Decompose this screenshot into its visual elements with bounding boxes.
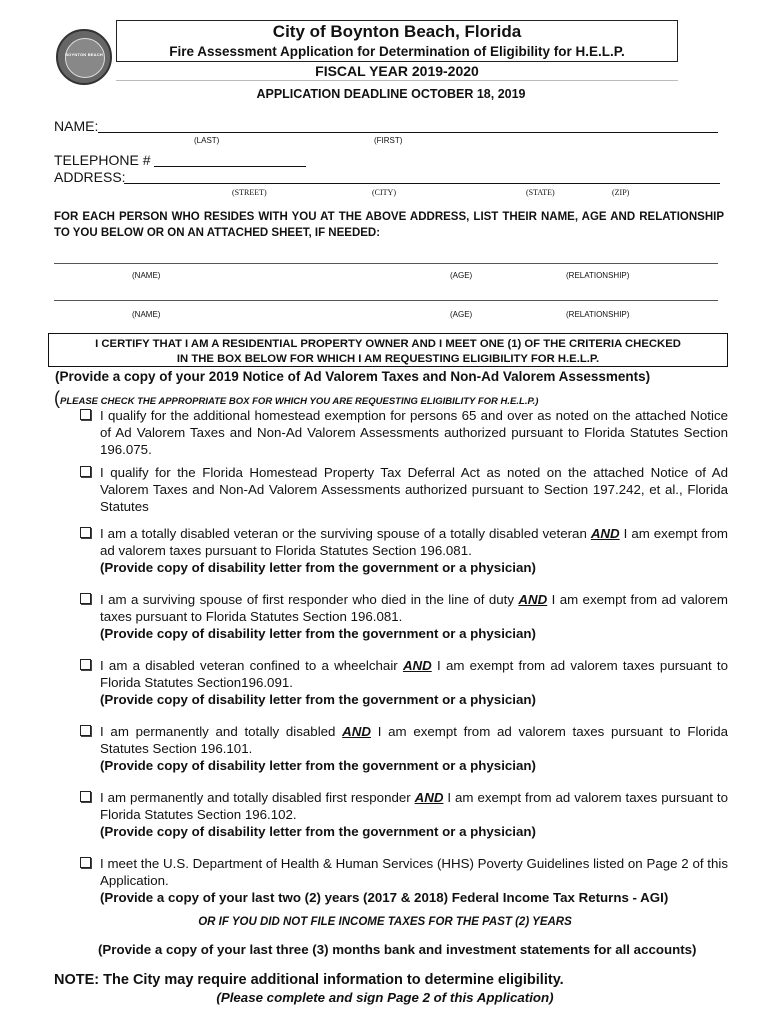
- criteria-note: (Provide copy of disability letter from the government or a physician): [100, 758, 536, 773]
- criteria-text: [100, 789, 728, 823]
- zip-caption: (ZIP): [612, 188, 630, 197]
- criteria-text-main: I qualify for the Florida Homestead Property Tax Deferral Act as noted on the attached Notice of Ad Valorem Taxes and Non-Ad Valorem Assessments authorized pursuant to Section 197.242, et al., Florida Statutes: [100, 465, 728, 514]
- certify-box: [48, 333, 728, 367]
- criteria-text: [100, 723, 728, 757]
- additional-info-note: NOTE: The City may require additional information to determine eligibility.: [54, 972, 564, 988]
- telephone-label: TELEPHONE #: [54, 152, 151, 168]
- household-row-1-name-caption: (NAME): [132, 271, 161, 280]
- criteria-note: (Provide copy of disability letter from the government or a physician): [100, 560, 536, 575]
- page-title: City of Boynton Beach, Florida: [272, 22, 522, 41]
- last-name-caption: (LAST): [194, 136, 220, 145]
- household-row-1-line[interactable]: [54, 263, 718, 264]
- checkbox-permanently-disabled[interactable]: [80, 725, 91, 736]
- please-check-text: PLEASE CHECK THE APPROPRIATE BOX FOR WHICH YOU ARE REQUESTING ELIGIBILITY FOR H.E.L.P.): [60, 396, 539, 407]
- checkbox-disabled-first-responder[interactable]: [80, 791, 91, 802]
- checkbox-tax-deferral[interactable]: [80, 466, 91, 477]
- criteria-item-wheelchair-veteran: [80, 657, 728, 708]
- household-row-1-relationship-caption: (RELATIONSHIP): [566, 271, 630, 280]
- checkbox-poverty-guidelines[interactable]: [80, 857, 91, 868]
- criteria-text-rest: I am exempt from ad valorem taxes pursuant to Florida Statutes Section 196.081.: [100, 526, 728, 558]
- criteria-item-disabled-veteran: [80, 525, 728, 576]
- name-label: NAME:: [54, 118, 99, 134]
- page-subtitle: Fire Assessment Application for Determination of Eligibility for H.E.L.P.: [169, 44, 625, 59]
- criteria-item-poverty-guidelines: [80, 855, 728, 906]
- criteria-text-rest: I am exempt from ad valorem taxes pursuant to Florida Statutes Section 196.081.: [100, 592, 728, 624]
- state-caption: (STATE): [526, 188, 555, 197]
- please-open-paren: (: [54, 388, 60, 408]
- household-row-2-name-caption: (NAME): [132, 310, 161, 319]
- criteria-item-tax-deferral: [80, 464, 728, 515]
- household-row-2-relationship-caption: (RELATIONSHIP): [566, 310, 630, 319]
- household-row-1-age-caption: (AGE): [450, 271, 473, 280]
- household-instructions: FOR EACH PERSON WHO RESIDES WITH YOU AT THE ABOVE ADDRESS, LIST THEIR NAME, AGE AND RELATIONSHIP TO YOU BELOW OR ON AN ATTACHED SHEET, IF NEEDED:: [54, 211, 724, 239]
- bank-statements-instruction: (Provide a copy of your last three (3) months bank and investment statements for all accounts): [98, 942, 697, 957]
- criteria-item-permanently-disabled: [80, 723, 728, 774]
- criteria-text-rest: I am exempt from ad valorem taxes pursuant to Florida Statutes Section196.091.: [100, 658, 729, 690]
- checkbox-homestead-65[interactable]: [80, 409, 91, 420]
- criteria-text: [100, 464, 728, 515]
- criteria-note: (Provide copy of disability letter from the government or a physician): [100, 692, 536, 707]
- name-field[interactable]: [98, 118, 718, 133]
- criteria-text-main: I am permanently and totally disabled: [100, 724, 343, 739]
- city-caption: (CITY): [372, 188, 396, 197]
- please-check-instruction: [54, 388, 538, 409]
- criteria-text: [100, 407, 728, 458]
- fiscal-year: FISCAL YEAR 2019-2020: [315, 63, 479, 79]
- criteria-text-main: I am permanently and totally disabled first responder: [100, 790, 415, 805]
- household-row-2-age-caption: (AGE): [450, 310, 473, 319]
- household-row-2-line[interactable]: [54, 300, 718, 301]
- and-emphasis: AND: [414, 790, 444, 805]
- criteria-text-main: I am a totally disabled veteran or the surviving spouse of a totally disabled veteran: [100, 526, 591, 541]
- criteria-item-disabled-first-responder: [80, 789, 728, 840]
- telephone-field[interactable]: [154, 152, 306, 167]
- header-divider: [116, 80, 678, 81]
- criteria-item-first-responder-spouse: [80, 591, 728, 642]
- criteria-note: (Provide a copy of your last two (2) years (2017 & 2018) Federal Income Tax Returns - AGI): [100, 890, 669, 905]
- checkbox-first-responder-spouse[interactable]: [80, 593, 91, 604]
- criteria-text: [100, 591, 728, 625]
- certify-line-1: I CERTIFY THAT I AM A RESIDENTIAL PROPERTY OWNER AND I MEET ONE (1) OF THE CRITERIA CHECKED: [95, 338, 681, 350]
- or-no-tax-filing-line: OR IF YOU DID NOT FILE INCOME TAXES FOR THE PAST (2) YEARS: [198, 916, 572, 928]
- criteria-text-rest: I am exempt from ad valorem taxes pursuant to Florida Statutes Section 196.102.: [100, 790, 729, 822]
- criteria-text: [100, 525, 728, 559]
- sign-page-2-instruction: (Please complete and sign Page 2 of this Application): [216, 990, 554, 1005]
- seal-text: BOYNTON BEACH: [65, 52, 103, 57]
- and-emphasis: AND: [402, 658, 432, 673]
- certify-line-2: IN THE BOX BELOW FOR WHICH I AM REQUESTING ELIGIBILITY FOR H.E.L.P.: [176, 353, 600, 365]
- and-emphasis: AND: [518, 592, 548, 607]
- application-deadline: APPLICATION DEADLINE OCTOBER 18, 2019: [256, 87, 526, 101]
- checkbox-wheelchair-veteran[interactable]: [80, 659, 91, 670]
- criteria-text: [100, 657, 728, 691]
- and-emphasis: AND: [590, 526, 620, 541]
- criteria-text-main: I am a disabled veteran confined to a wheelchair: [100, 658, 403, 673]
- seal-inner-ring: [65, 38, 105, 78]
- provide-copy-notice: (Provide a copy of your 2019 Notice of Ad Valorem Taxes and Non-Ad Valorem Assessments): [55, 369, 651, 384]
- city-seal-logo: [56, 29, 112, 85]
- criteria-text-main: I meet the U.S. Department of Health & Human Services (HHS) Poverty Guidelines listed on Page 2 of this Application.: [100, 856, 728, 888]
- criteria-text-main: I am a surviving spouse of first responder who died in the line of duty: [100, 592, 519, 607]
- address-field[interactable]: [124, 169, 720, 184]
- criteria-item-homestead-65: [80, 407, 728, 458]
- criteria-note: (Provide copy of disability letter from the government or a physician): [100, 824, 536, 839]
- criteria-text: [100, 855, 728, 889]
- criteria-text-main: I qualify for the additional homestead exemption for persons 65 and over as noted on the attached Notice of Ad Valorem Taxes and Non-Ad Valorem Assessments authorized pursuant to Florida Statutes Section 196.075.: [100, 408, 728, 457]
- criteria-text-rest: I am exempt from ad valorem taxes pursuant to Florida Statutes Section 196.101.: [100, 724, 728, 756]
- first-name-caption: (FIRST): [374, 136, 403, 145]
- and-emphasis: AND: [342, 724, 371, 739]
- criteria-note: (Provide copy of disability letter from the government or a physician): [100, 626, 536, 641]
- street-caption: (STREET): [232, 188, 267, 197]
- address-label: ADDRESS:: [54, 169, 126, 185]
- checkbox-disabled-veteran[interactable]: [80, 527, 91, 538]
